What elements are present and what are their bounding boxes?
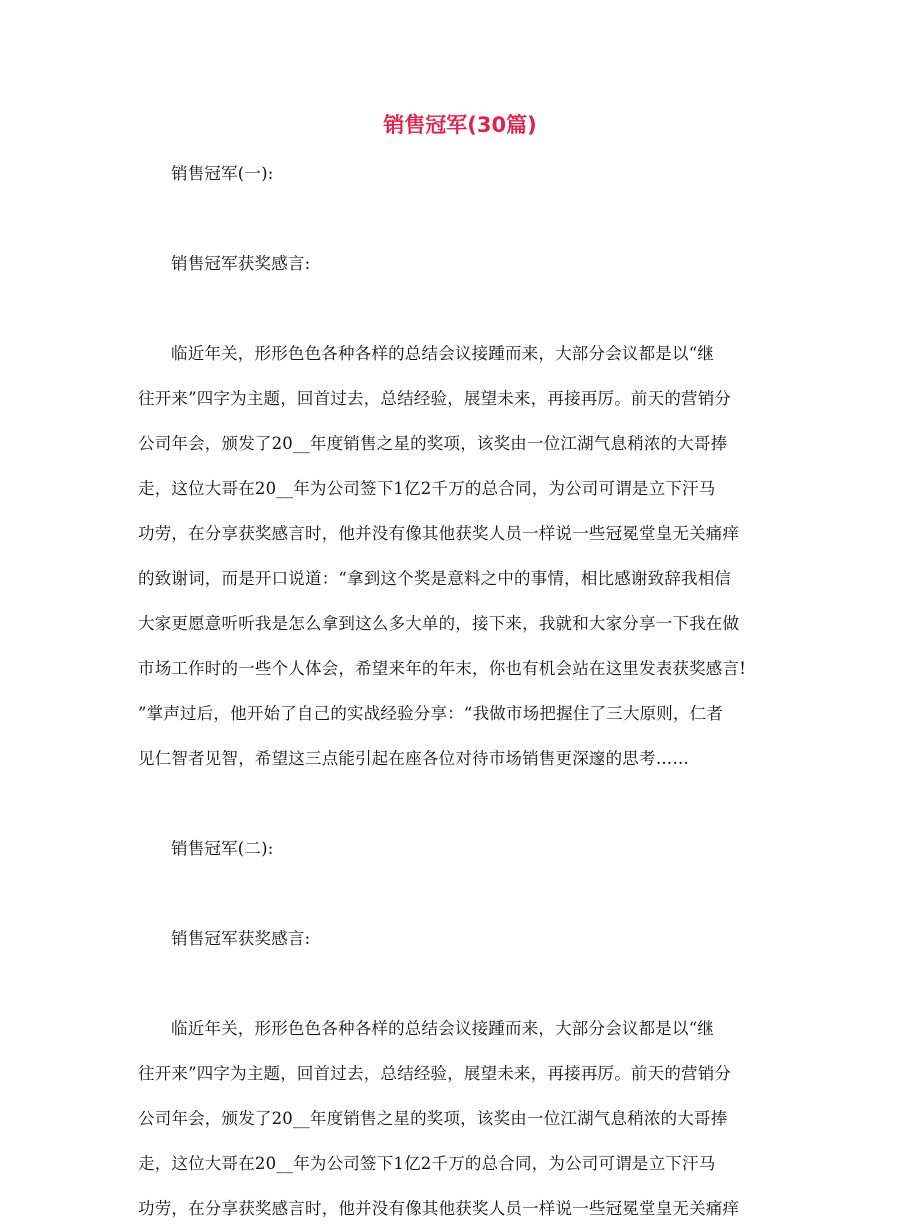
paragraph-line: 临近年关，形形色色各种各样的总结会议接踵而来，大部分会议都是以“继 bbox=[171, 344, 715, 363]
paragraph-line: 市场工作时的一些个人体会，希望来年的年末，你也有机会站在这里发表获奖感言! bbox=[138, 659, 747, 678]
paragraph-line: 的致谢词，而是开口说道：“拿到这个奖是意料之中的事情，相比感谢致辞我相信 bbox=[138, 569, 732, 588]
section-heading: 销售冠军(一): bbox=[171, 164, 274, 183]
paragraph-line: 功劳，在分享获奖感言时，他并没有像其他获奖人员一样说一些冠冕堂皇无关痛痒 bbox=[138, 524, 740, 543]
section-subheading: 销售冠军获奖感言: bbox=[171, 254, 311, 273]
document-body bbox=[138, 151, 798, 1231]
paragraph-line: 往开来”四字为主题，回首过去，总结经验，展望未来，再接再厉。前天的营销分 bbox=[138, 389, 732, 408]
paragraph-line: 走，这位大哥在20__年为公司签下1亿2千万的总合同，为公司可谓是立下汗马 bbox=[138, 479, 716, 498]
paragraph-line: 见仁智者见智，希望这三点能引起在座各位对待市场销售更深邃的思考…… bbox=[138, 749, 690, 768]
paragraph-line: ”掌声过后，他开始了自己的实战经验分享：“我做市场把握住了三大原则，仁者 bbox=[138, 704, 724, 723]
paragraph-line: 大家更愿意听听我是怎么拿到这么多大单的，接下来，我就和大家分享一下我在做 bbox=[138, 614, 740, 633]
paragraph-line: 临近年关，形形色色各种各样的总结会议接踵而来，大部分会议都是以“继 bbox=[171, 1019, 715, 1038]
section-heading: 销售冠军(二): bbox=[171, 839, 274, 858]
blank-line bbox=[138, 871, 798, 916]
paragraph-line: 往开来”四字为主题，回首过去，总结经验，展望未来，再接再厉。前天的营销分 bbox=[138, 1064, 732, 1083]
blank-line bbox=[138, 961, 798, 1006]
section-subheading: 销售冠军获奖感言: bbox=[171, 929, 311, 948]
paragraph-line: 公司年会，颁发了20__年度销售之星的奖项，该奖由一位江湖气息稍浓的大哥捧 bbox=[138, 434, 728, 453]
blank-line bbox=[138, 196, 798, 241]
blank-line bbox=[138, 781, 798, 826]
document-title: 销售冠军(30篇) bbox=[383, 113, 537, 137]
paragraph-line: 功劳，在分享获奖感言时，他并没有像其他获奖人员一样说一些冠冕堂皇无关痛痒 bbox=[138, 1199, 740, 1218]
paragraph-line: 公司年会，颁发了20__年度销售之星的奖项，该奖由一位江湖气息稍浓的大哥捧 bbox=[138, 1109, 728, 1128]
blank-line bbox=[138, 286, 798, 331]
paragraph-line: 走，这位大哥在20__年为公司签下1亿2千万的总合同，为公司可谓是立下汗马 bbox=[138, 1154, 716, 1173]
